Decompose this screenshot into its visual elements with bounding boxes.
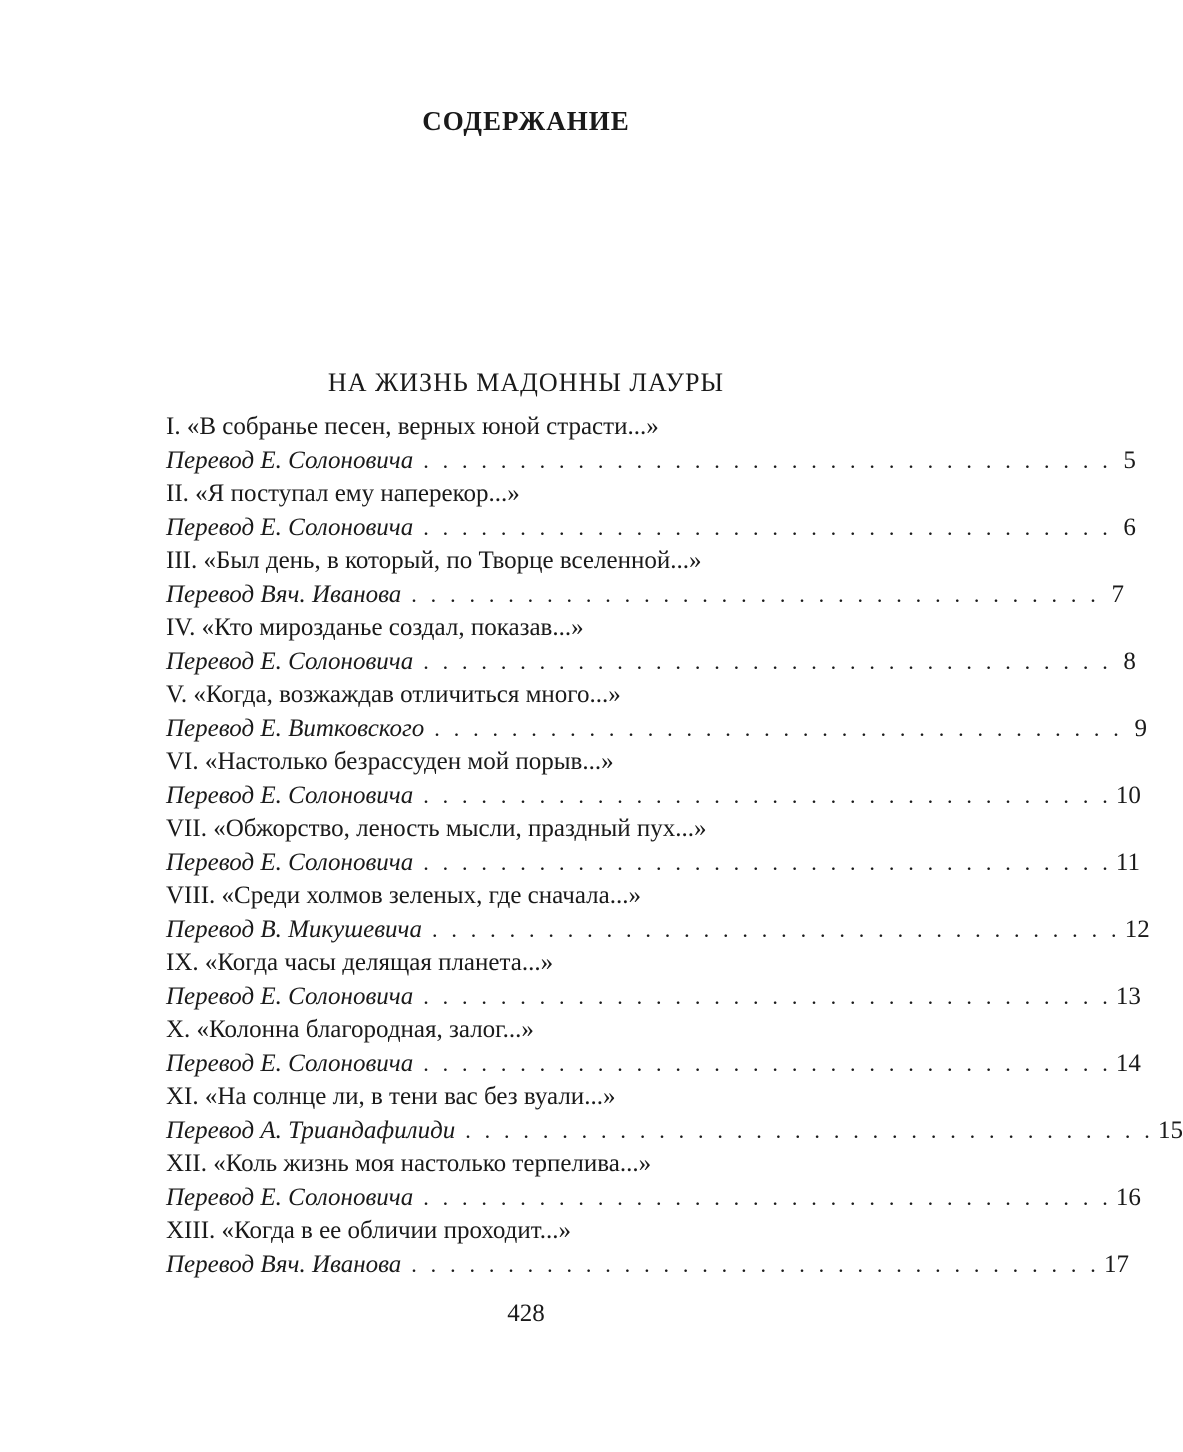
toc-entry bbox=[166, 745, 1141, 812]
dot-leader: . . . . . . . . . . . . . . . . . . . . . . . . . . . . . . . . . . . . bbox=[411, 582, 1100, 607]
translator-line bbox=[166, 913, 1150, 946]
translator-line bbox=[166, 1181, 1141, 1214]
toc-entry bbox=[166, 1080, 1183, 1147]
translator-line bbox=[166, 1114, 1183, 1147]
poem-title: VIII. «Среди холмов зеленых, где сначала...» bbox=[166, 882, 641, 909]
page-number: 428 bbox=[507, 1300, 545, 1327]
dot-leader: . . . . . . . . . . . . . . . . . . . . . . . . . . . . . . . . . . . . bbox=[423, 984, 1112, 1009]
translator-name: Перевод Е. Витковского bbox=[166, 715, 425, 742]
toc-entry bbox=[166, 544, 1124, 611]
poem-title: I. «В собранье песен, верных юной страсти...» bbox=[166, 413, 659, 440]
poem-title: II. «Я поступал ему наперекор...» bbox=[166, 480, 520, 507]
poem-title: XII. «Коль жизнь моя настолько терпелива...» bbox=[166, 1150, 652, 1177]
translator-line bbox=[166, 1248, 1129, 1281]
translator-name: Перевод Е. Солоновича bbox=[166, 514, 414, 541]
section-title: НА ЖИЗНЬ МАДОННЫ ЛАУРЫ bbox=[327, 368, 725, 397]
entry-page-number: 5 bbox=[1123, 447, 1136, 474]
poem-title: VI. «Настолько безрассуден мой порыв...» bbox=[166, 748, 614, 775]
translator-line bbox=[166, 1047, 1141, 1080]
toc-entry bbox=[166, 1214, 1129, 1281]
entry-page-number: 9 bbox=[1134, 715, 1147, 742]
entry-page-number: 15 bbox=[1157, 1117, 1183, 1144]
translator-name: Перевод Е. Солоновича bbox=[166, 648, 414, 675]
toc-entry bbox=[166, 477, 1136, 544]
dot-leader: . . . . . . . . . . . . . . . . . . . . . . . . . . . . . . . . . . . . bbox=[431, 917, 1121, 942]
toc-entry bbox=[166, 410, 1136, 477]
table-of-contents bbox=[166, 410, 1183, 1281]
dot-leader: . . . . . . . . . . . . . . . . . . . . . . . . . . . . . . . . . . . . bbox=[423, 783, 1112, 808]
translator-name: Перевод Е. Солоновича bbox=[166, 782, 414, 809]
poem-title: X. «Колонна благородная, залог...» bbox=[166, 1016, 534, 1043]
entry-page-number: 11 bbox=[1115, 849, 1140, 876]
translator-line bbox=[166, 511, 1136, 544]
entry-page-number: 8 bbox=[1123, 648, 1136, 675]
entry-page-number: 16 bbox=[1115, 1184, 1141, 1211]
toc-entry bbox=[166, 1013, 1141, 1080]
poem-title: XIII. «Когда в ее обличии проходит...» bbox=[166, 1217, 572, 1244]
toc-entry bbox=[166, 946, 1141, 1013]
dot-leader: . . . . . . . . . . . . . . . . . . . . . . . . . . . . . . . . . . . . bbox=[434, 716, 1123, 741]
poem-title: V. «Когда, возжаждав отличиться много...» bbox=[166, 681, 621, 708]
toc-entry bbox=[166, 879, 1150, 946]
poem-title: IV. «Кто мирозданье создал, показав...» bbox=[166, 614, 584, 641]
toc-entry bbox=[166, 812, 1140, 879]
translator-name: Перевод Вяч. Иванова bbox=[166, 581, 402, 608]
dot-leader: . . . . . . . . . . . . . . . . . . . . . . . . . . . . . . . . . . . . bbox=[423, 515, 1112, 540]
toc-entry bbox=[166, 678, 1147, 745]
translator-line bbox=[166, 980, 1141, 1013]
page-title: СОДЕРЖАНИЕ bbox=[422, 106, 630, 136]
dot-leader: . . . . . . . . . . . . . . . . . . . . . . . . . . . . . . . . . . . . bbox=[465, 1118, 1154, 1143]
dot-leader: . . . . . . . . . . . . . . . . . . . . . . . . . . . . . . . . . . . . bbox=[423, 1185, 1112, 1210]
poem-title: XI. «На солнце ли, в тени вас без вуали...» bbox=[166, 1083, 616, 1110]
translator-name: Перевод Е. Солоновича bbox=[166, 983, 414, 1010]
poem-title: VII. «Обжорство, леность мысли, праздный пух...» bbox=[166, 815, 707, 842]
entry-page-number: 6 bbox=[1123, 514, 1136, 541]
translator-name: Перевод А. Триандафилиди bbox=[166, 1117, 456, 1144]
dot-leader: . . . . . . . . . . . . . . . . . . . . . . . . . . . . . . . . . . . . bbox=[423, 448, 1112, 473]
entry-page-number: 12 bbox=[1124, 916, 1150, 943]
translator-line bbox=[166, 645, 1136, 678]
translator-line bbox=[166, 779, 1141, 812]
poem-title: III. «Был день, в который, по Творце вселенной...» bbox=[166, 547, 702, 574]
translator-name: Перевод Вяч. Иванова bbox=[166, 1251, 402, 1278]
dot-leader: . . . . . . . . . . . . . . . . . . . . . . . . . . . . . . . . . . . . bbox=[411, 1252, 1100, 1277]
entry-page-number: 7 bbox=[1111, 581, 1124, 608]
toc-entry bbox=[166, 1147, 1141, 1214]
translator-name: Перевод Е. Солоновича bbox=[166, 849, 414, 876]
translator-line bbox=[166, 846, 1140, 879]
entry-page-number: 14 bbox=[1115, 1050, 1141, 1077]
entry-page-number: 13 bbox=[1115, 983, 1141, 1010]
translator-name: Перевод Е. Солоновича bbox=[166, 1184, 414, 1211]
poem-title: IX. «Когда часы делящая планета...» bbox=[166, 949, 554, 976]
translator-line bbox=[166, 444, 1136, 477]
translator-name: Перевод Е. Солоновича bbox=[166, 1050, 414, 1077]
translator-name: Перевод В. Микушевича bbox=[166, 916, 422, 943]
entry-page-number: 17 bbox=[1103, 1251, 1129, 1278]
entry-page-number: 10 bbox=[1115, 782, 1141, 809]
translator-line bbox=[166, 578, 1124, 611]
translator-line bbox=[166, 712, 1147, 745]
dot-leader: . . . . . . . . . . . . . . . . . . . . . . . . . . . . . . . . . . . . bbox=[423, 649, 1112, 674]
dot-leader: . . . . . . . . . . . . . . . . . . . . . . . . . . . . . . . . . . . . bbox=[423, 850, 1112, 875]
dot-leader: . . . . . . . . . . . . . . . . . . . . . . . . . . . . . . . . . . . . bbox=[423, 1051, 1112, 1076]
toc-entry bbox=[166, 611, 1136, 678]
translator-name: Перевод Е. Солоновича bbox=[166, 447, 414, 474]
